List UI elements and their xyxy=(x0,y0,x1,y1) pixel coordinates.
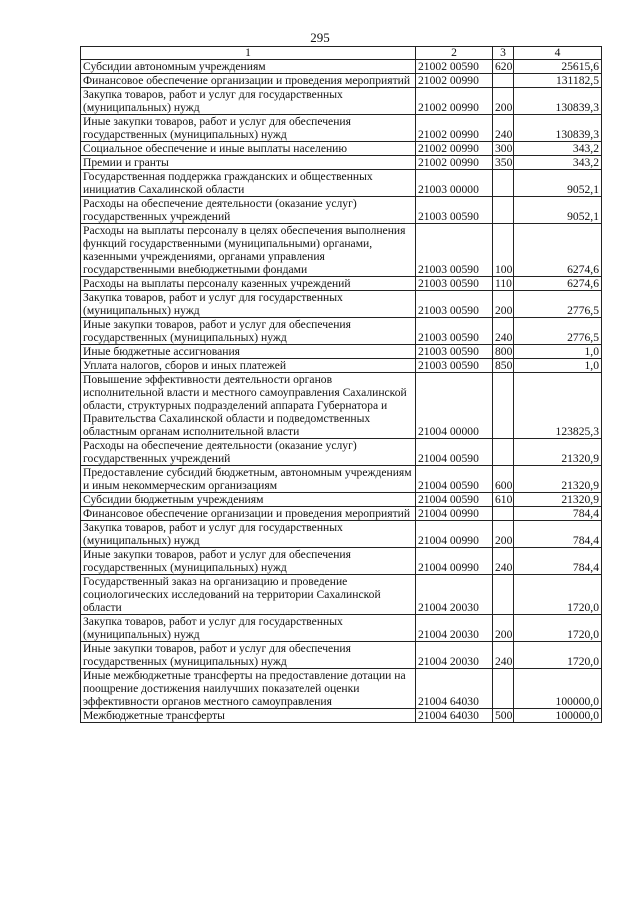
row-expense-type-cell: 200 xyxy=(493,291,514,318)
row-expense-type-cell: 240 xyxy=(493,548,514,575)
row-code-cell: 21002 00990 xyxy=(416,88,493,115)
table-row xyxy=(81,291,602,318)
row-code-cell: 21002 00990 xyxy=(416,142,493,156)
row-name-cell: Предоставление субсидий бюджетным, автономным учреждениям и иным некоммерческим организациям xyxy=(81,466,416,493)
row-expense-type-cell: 600 xyxy=(493,466,514,493)
row-expense-type-cell xyxy=(493,575,514,615)
row-code-cell: 21004 00990 xyxy=(416,548,493,575)
row-expense-type-cell xyxy=(493,507,514,521)
row-amount-cell: 21320,9 xyxy=(514,466,602,493)
row-name-cell: Иные бюджетные ассигнования xyxy=(81,345,416,359)
row-expense-type-cell xyxy=(493,74,514,88)
row-name-cell: Государственный заказ на организацию и проведение социологических исследований на территории Сахалинской области xyxy=(81,575,416,615)
budget-table xyxy=(80,46,602,723)
table-header-row xyxy=(81,47,602,60)
table-row xyxy=(81,373,602,439)
row-code-cell: 21003 00590 xyxy=(416,291,493,318)
table-row xyxy=(81,521,602,548)
row-code-cell: 21004 00000 xyxy=(416,373,493,439)
row-code-cell: 21004 00590 xyxy=(416,439,493,466)
table-row xyxy=(81,709,602,723)
table-row xyxy=(81,493,602,507)
row-code-cell: 21003 00590 xyxy=(416,197,493,224)
table-row xyxy=(81,359,602,373)
row-name-cell: Закупка товаров, работ и услуг для государственных (муниципальных) нужд xyxy=(81,615,416,642)
row-name-cell: Иные закупки товаров, работ и услуг для обеспечения государственных (муниципальных) нужд xyxy=(81,115,416,142)
row-name-cell: Закупка товаров, работ и услуг для государственных (муниципальных) нужд xyxy=(81,291,416,318)
row-amount-cell: 1720,0 xyxy=(514,615,602,642)
row-name-cell: Государственная поддержка гражданских и общественных инициатив Сахалинской области xyxy=(81,170,416,197)
row-amount-cell: 6274,6 xyxy=(514,277,602,291)
row-expense-type-cell xyxy=(493,439,514,466)
row-expense-type-cell: 500 xyxy=(493,709,514,723)
row-amount-cell: 784,4 xyxy=(514,521,602,548)
row-name-cell: Премии и гранты xyxy=(81,156,416,170)
row-name-cell: Финансовое обеспечение организации и проведения мероприятий xyxy=(81,74,416,88)
table-row xyxy=(81,466,602,493)
table-row xyxy=(81,615,602,642)
row-code-cell: 21002 00990 xyxy=(416,115,493,142)
row-code-cell: 21004 20030 xyxy=(416,642,493,669)
row-code-cell: 21003 00000 xyxy=(416,170,493,197)
row-amount-cell: 1720,0 xyxy=(514,575,602,615)
row-expense-type-cell: 800 xyxy=(493,345,514,359)
row-name-cell: Расходы на выплаты персоналу казенных учреждений xyxy=(81,277,416,291)
table-row xyxy=(81,277,602,291)
row-amount-cell: 130839,3 xyxy=(514,88,602,115)
row-amount-cell: 1,0 xyxy=(514,345,602,359)
row-amount-cell: 784,4 xyxy=(514,507,602,521)
row-amount-cell: 784,4 xyxy=(514,548,602,575)
row-code-cell: 21004 64030 xyxy=(416,669,493,709)
table-row xyxy=(81,318,602,345)
column-header-expense-type: 3 xyxy=(493,47,514,60)
row-expense-type-cell xyxy=(493,197,514,224)
row-amount-cell: 1,0 xyxy=(514,359,602,373)
row-expense-type-cell: 300 xyxy=(493,142,514,156)
row-name-cell: Расходы на обеспечение деятельности (оказание услуг) государственных учреждений xyxy=(81,439,416,466)
row-amount-cell: 343,2 xyxy=(514,142,602,156)
row-name-cell: Субсидии автономным учреждениям xyxy=(81,60,416,74)
row-code-cell: 21004 20030 xyxy=(416,615,493,642)
row-amount-cell: 9052,1 xyxy=(514,197,602,224)
row-expense-type-cell: 200 xyxy=(493,521,514,548)
column-header-amount: 4 xyxy=(514,47,602,60)
table-row xyxy=(81,224,602,277)
table-row xyxy=(81,170,602,197)
row-name-cell: Закупка товаров, работ и услуг для государственных (муниципальных) нужд xyxy=(81,88,416,115)
row-name-cell: Иные закупки товаров, работ и услуг для обеспечения государственных (муниципальных) нужд xyxy=(81,642,416,669)
row-name-cell: Межбюджетные трансферты xyxy=(81,709,416,723)
row-code-cell: 21002 00990 xyxy=(416,156,493,170)
row-code-cell: 21003 00590 xyxy=(416,224,493,277)
row-expense-type-cell xyxy=(493,669,514,709)
row-expense-type-cell: 240 xyxy=(493,115,514,142)
row-amount-cell: 343,2 xyxy=(514,156,602,170)
table-row xyxy=(81,115,602,142)
table-row xyxy=(81,642,602,669)
row-code-cell: 21004 00590 xyxy=(416,466,493,493)
table-row xyxy=(81,669,602,709)
row-expense-type-cell: 100 xyxy=(493,224,514,277)
row-amount-cell: 21320,9 xyxy=(514,439,602,466)
row-name-cell: Иные закупки товаров, работ и услуг для обеспечения государственных (муниципальных) нужд xyxy=(81,318,416,345)
row-code-cell: 21002 00990 xyxy=(416,74,493,88)
row-name-cell: Расходы на обеспечение деятельности (оказание услуг) государственных учреждений xyxy=(81,197,416,224)
row-name-cell: Уплата налогов, сборов и иных платежей xyxy=(81,359,416,373)
table-row xyxy=(81,197,602,224)
row-expense-type-cell: 350 xyxy=(493,156,514,170)
table-row xyxy=(81,74,602,88)
row-expense-type-cell: 110 xyxy=(493,277,514,291)
row-amount-cell: 2776,5 xyxy=(514,291,602,318)
row-amount-cell: 2776,5 xyxy=(514,318,602,345)
table-row xyxy=(81,548,602,575)
row-name-cell: Финансовое обеспечение организации и проведения мероприятий xyxy=(81,507,416,521)
row-name-cell: Субсидии бюджетным учреждениям xyxy=(81,493,416,507)
row-name-cell: Иные межбюджетные трансферты на предоставление дотации на поощрение достижения наилучших показателей оценки эффективности органов местного самоуправления xyxy=(81,669,416,709)
table-row xyxy=(81,142,602,156)
row-amount-cell: 100000,0 xyxy=(514,709,602,723)
row-code-cell: 21002 00590 xyxy=(416,60,493,74)
row-amount-cell: 25615,6 xyxy=(514,60,602,74)
row-amount-cell: 1720,0 xyxy=(514,642,602,669)
table-row xyxy=(81,575,602,615)
row-name-cell: Социальное обеспечение и иные выплаты населению xyxy=(81,142,416,156)
row-code-cell: 21004 00990 xyxy=(416,521,493,548)
row-code-cell: 21004 64030 xyxy=(416,709,493,723)
column-header-code: 2 xyxy=(416,47,493,60)
row-name-cell: Расходы на выплаты персоналу в целях обеспечения выполнения функций государственными (муниципальными) органами, казенными учреждениями, органами управления государственными внебюджетными фондами xyxy=(81,224,416,277)
row-expense-type-cell: 240 xyxy=(493,642,514,669)
row-amount-cell: 9052,1 xyxy=(514,170,602,197)
page-number: 295 xyxy=(310,30,330,45)
table-row xyxy=(81,439,602,466)
row-expense-type-cell: 620 xyxy=(493,60,514,74)
row-name-cell: Повышение эффективности деятельности органов исполнительной власти и местного самоуправления Сахалинской области, структурных подразделений аппарата Губернатора и Правительства Сахалинской области и подведомственных областным органам исполнительной власти xyxy=(81,373,416,439)
row-code-cell: 21004 20030 xyxy=(416,575,493,615)
row-name-cell: Иные закупки товаров, работ и услуг для обеспечения государственных (муниципальных) нужд xyxy=(81,548,416,575)
row-amount-cell: 6274,6 xyxy=(514,224,602,277)
row-expense-type-cell: 200 xyxy=(493,88,514,115)
row-expense-type-cell: 850 xyxy=(493,359,514,373)
table-row xyxy=(81,88,602,115)
row-expense-type-cell xyxy=(493,373,514,439)
row-amount-cell: 123825,3 xyxy=(514,373,602,439)
row-amount-cell: 100000,0 xyxy=(514,669,602,709)
row-expense-type-cell: 240 xyxy=(493,318,514,345)
row-amount-cell: 21320,9 xyxy=(514,493,602,507)
row-code-cell: 21003 00590 xyxy=(416,345,493,359)
row-code-cell: 21004 00990 xyxy=(416,507,493,521)
row-expense-type-cell xyxy=(493,170,514,197)
table-row xyxy=(81,345,602,359)
row-code-cell: 21004 00590 xyxy=(416,493,493,507)
row-expense-type-cell: 200 xyxy=(493,615,514,642)
row-code-cell: 21003 00590 xyxy=(416,277,493,291)
table-row xyxy=(81,60,602,74)
row-code-cell: 21003 00590 xyxy=(416,359,493,373)
row-name-cell: Закупка товаров, работ и услуг для государственных (муниципальных) нужд xyxy=(81,521,416,548)
row-amount-cell: 130839,3 xyxy=(514,115,602,142)
table-row xyxy=(81,507,602,521)
row-expense-type-cell: 610 xyxy=(493,493,514,507)
row-amount-cell: 131182,5 xyxy=(514,74,602,88)
row-code-cell: 21003 00590 xyxy=(416,318,493,345)
table-row xyxy=(81,156,602,170)
column-header-name: 1 xyxy=(81,47,416,60)
